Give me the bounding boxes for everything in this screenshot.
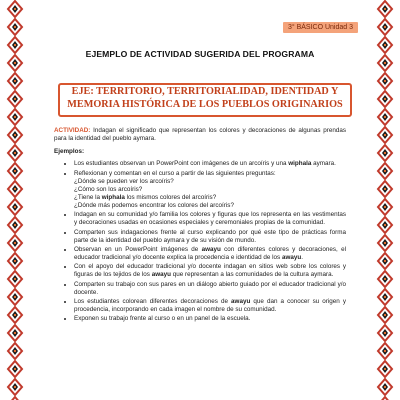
decorative-border-right: [376, 0, 394, 400]
page-kicker: EJEMPLO DE ACTIVIDAD SUGERIDA DEL PROGRAMA: [85, 49, 315, 59]
examples-heading: Ejemplos:: [54, 148, 85, 156]
question-4: ¿Dónde más podemos encontrar los colores del arcoíris?: [74, 201, 234, 209]
list-item: • Comparten su trabajo con sus pares en un diálogo abierto guiado por el educador tradicional y/o docente.: [74, 281, 346, 297]
eje-heading-box: [58, 83, 352, 117]
question-2: ¿Cómo son los arcoíris?: [74, 185, 143, 193]
question-3: ¿Tiene la wiphala los mismos colores del arcoíris?: [74, 193, 217, 201]
eje-heading-line-2: MEMORIA HISTÓRICA DE LOS PUEBLOS ORIGINARIOS: [67, 98, 343, 110]
activity-content: [54, 127, 346, 325]
examples-list: [54, 160, 346, 323]
activity-text: Indagan el significado que representan los colores y decoraciones de algunas prendas para la identidad del pueblo aymara.: [54, 127, 346, 143]
list-item: • Indagan en su comunidad y/o familia los colores y figuras que los representa en las vestimentas y decoraciones usadas en ocasiones especiales y ceremoniales propias de la comunidad.: [74, 211, 346, 227]
list-item: • Los estudiantes observan un PowerPoint con imágenes de un arcoíris y una wiphala aymara.: [74, 160, 346, 168]
eje-heading-line-1: EJE: TERRITORIO, TERRITORIALIDAD, IDENTIDAD Y: [71, 86, 339, 97]
list-item: • Exponen su trabajo frente al curso o en un panel de la escuela.: [74, 315, 346, 323]
decorative-border-left: [6, 0, 24, 400]
list-item: • Reflexionan y comentan en el curso a partir de las siguientes preguntas: ¿Dónde se pueden ver los arcoíris? ¿Cómo son los arcoíris? ¿Tiene la wiphala los mismos colores del arcoíris? ¿Dónde más podemos encontrar los colores del arcoíris?: [74, 170, 346, 210]
activity-label: ACTIVIDAD:: [54, 127, 91, 134]
grade-unit-badge: 3° BÁSICO Unidad 3: [283, 22, 358, 33]
list-item: • Comparten sus indagaciones frente al curso explicando por qué este tipo de prácticas forma parte de la identidad del pueblo aymara y de su visión de mundo.: [74, 229, 346, 245]
question-1: ¿Dónde se pueden ver los arcoíris?: [74, 177, 174, 185]
list-item: • Los estudiantes colorean diferentes decoraciones de awayu que dan a conocer su origen y procedencia, incorporando en cada imagen el nombre de su comunidad.: [74, 298, 346, 314]
list-item: • Con el apoyo del educador tradicional y/o docente indagan en sitios web sobre los colores y figuras de los tejidos de los awayu que representan a las comunidades de la cultura aymara.: [74, 263, 346, 279]
activity-paragraph: [54, 127, 346, 143]
list-item: • Observan en un PowerPoint imágenes de awayu con diferentes colores y decoraciones, el educador tradicional y/o docente explica la procedencia e identidad de los awayu.: [74, 246, 346, 262]
